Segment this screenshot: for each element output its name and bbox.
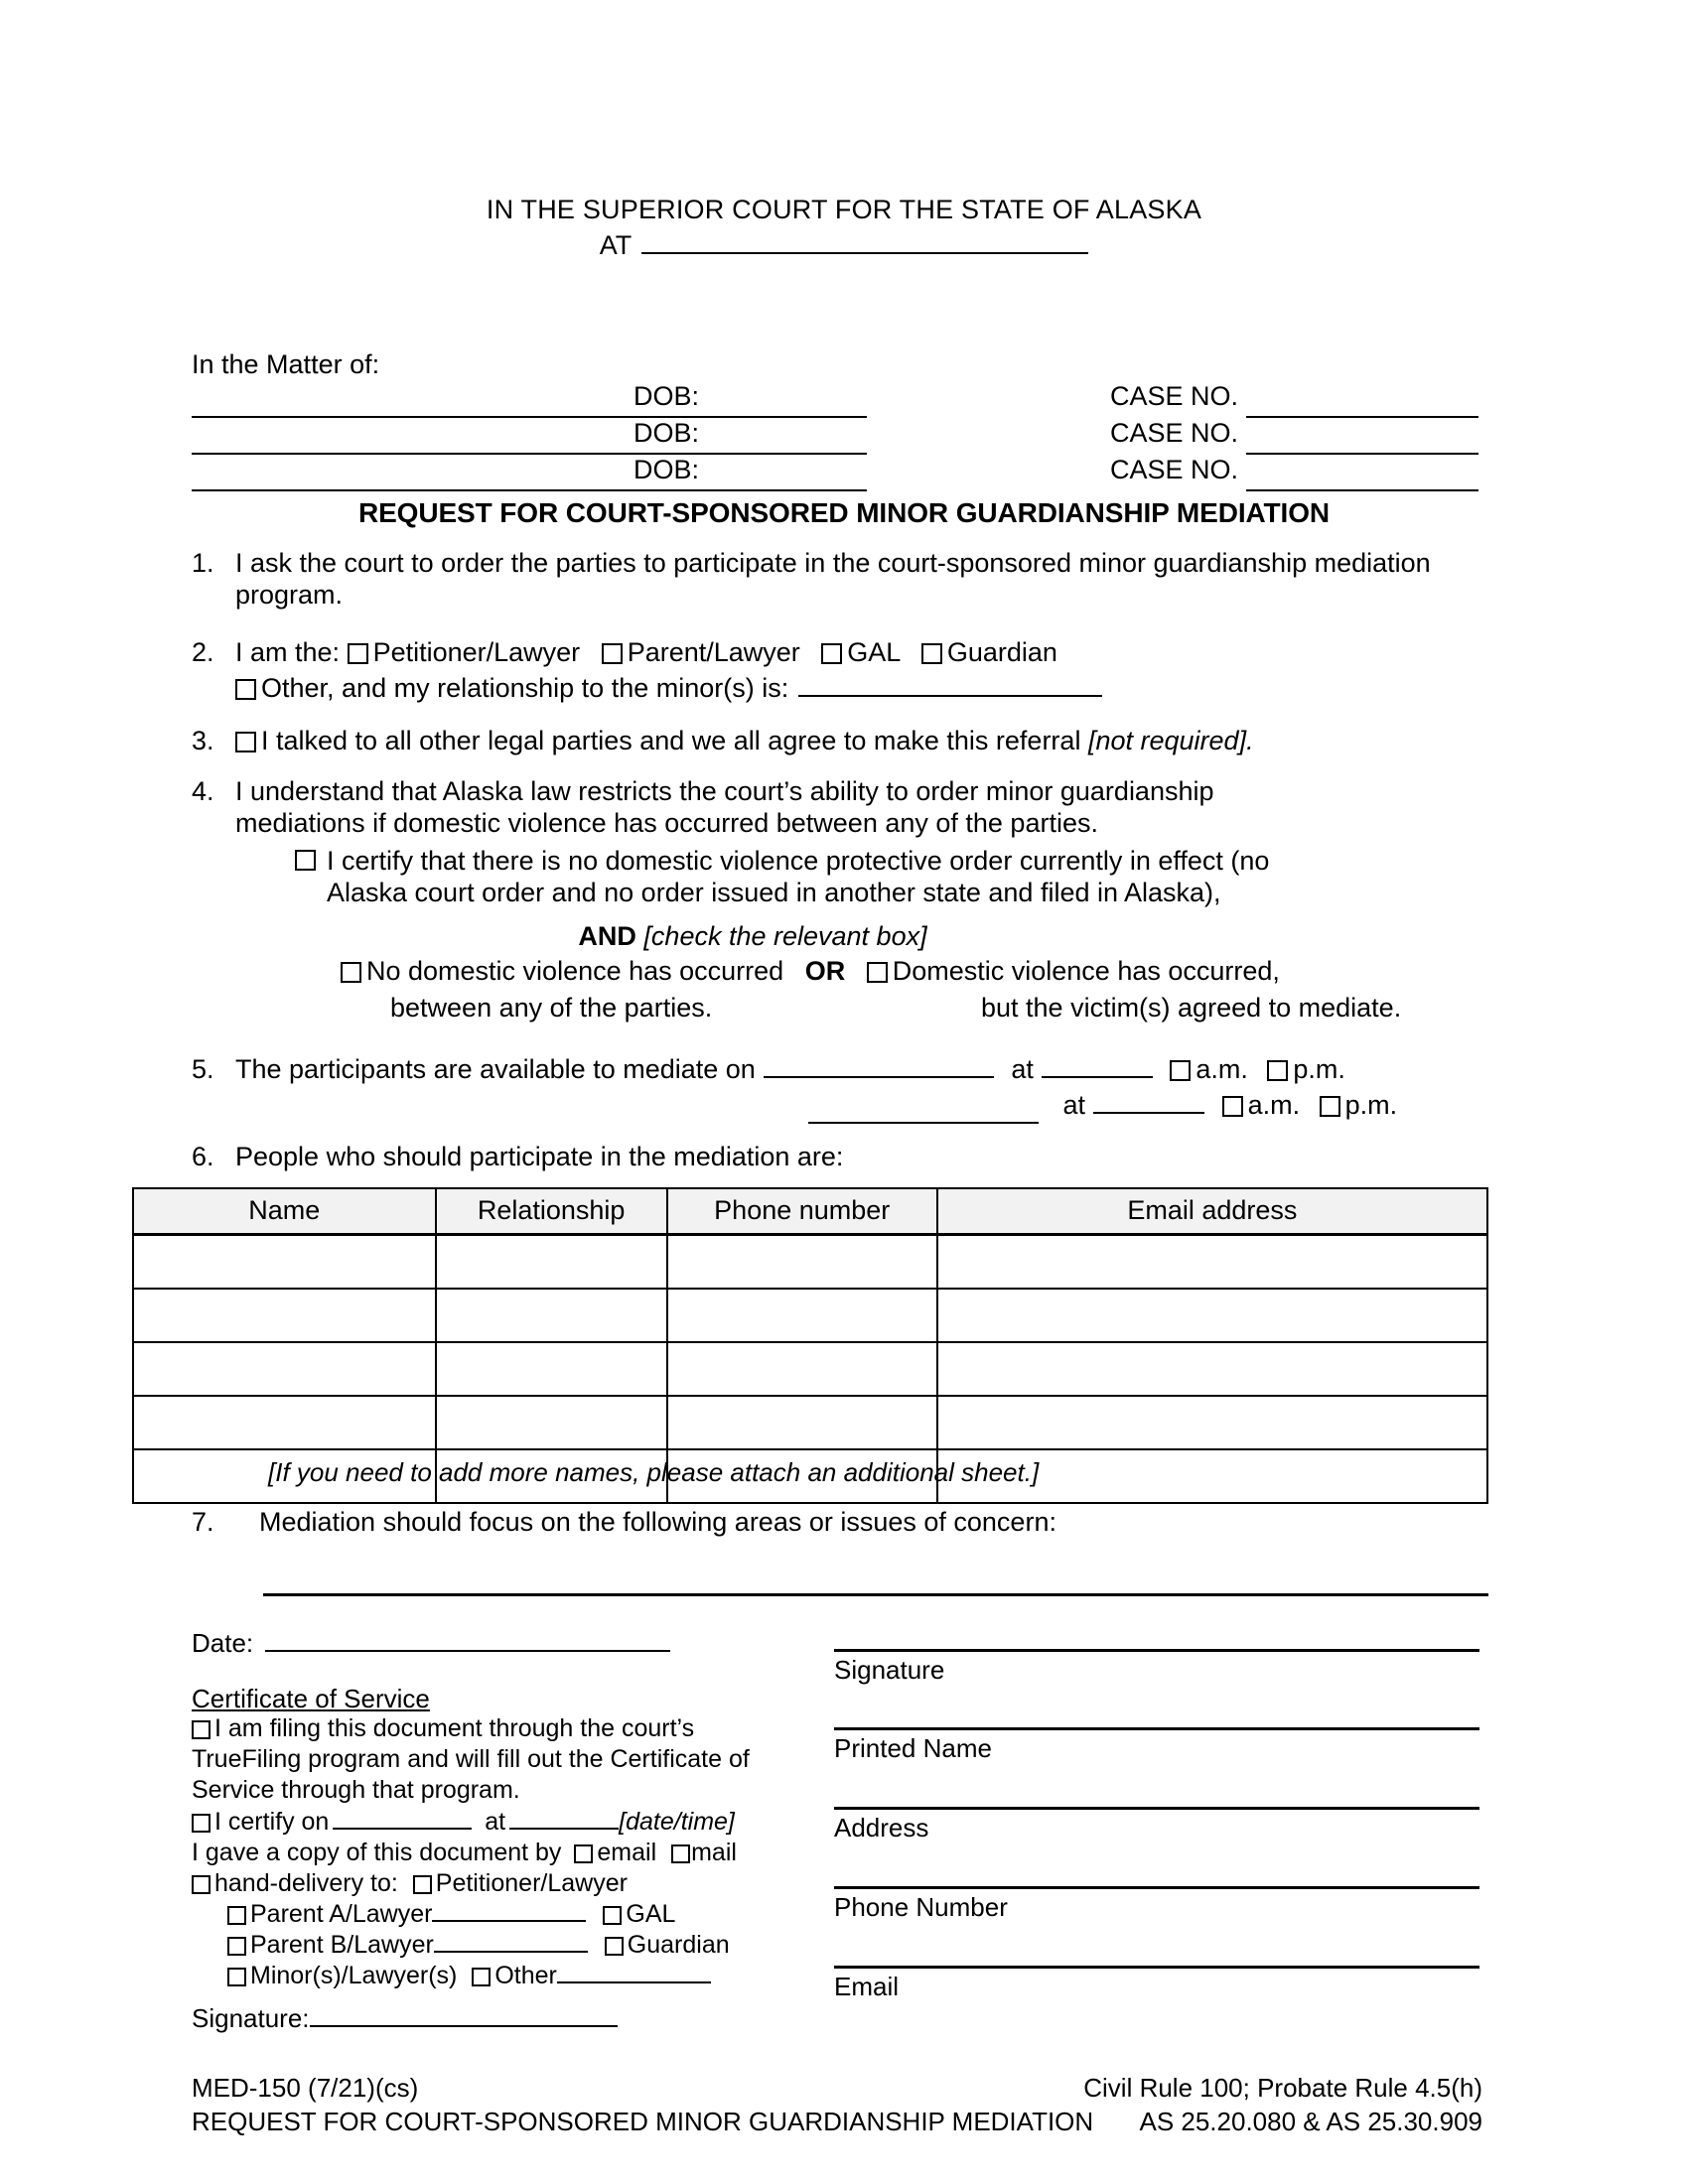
checkbox-am-1[interactable] <box>1170 1060 1191 1081</box>
column-header-phone-number: Phone number <box>667 1188 937 1235</box>
cos-minors-label: Minor(s)/Lawyer(s) <box>250 1962 458 1989</box>
item-3-number: 3. <box>192 726 214 755</box>
cos-signature-row <box>192 2003 618 2034</box>
cell-phone[interactable] <box>667 1235 937 1290</box>
column-header-email-address: Email address <box>937 1188 1487 1235</box>
footer <box>192 2073 1482 2140</box>
case-no-label: CASE NO. <box>1110 381 1239 411</box>
item-1-number: 1. <box>192 548 214 578</box>
footer-row-1 <box>192 2073 1482 2107</box>
phone-number-field <box>834 1886 1479 1923</box>
footer-row-2 <box>192 2107 1482 2140</box>
cos-parent-b-row <box>192 1930 807 1961</box>
item-4-number: 4. <box>192 776 214 806</box>
cos-date-time-note: [date/time] <box>619 1808 735 1836</box>
option-label-no-dv-occurred: No domestic violence has occurred <box>366 956 784 986</box>
item-4-dv-options-row <box>341 956 1280 988</box>
item-7 <box>192 1507 1492 1539</box>
option-label-gal: GAL <box>847 637 901 667</box>
option-label-petitioner-lawyer: Petitioner/Lawyer <box>372 637 581 667</box>
cell-name[interactable] <box>133 1289 436 1342</box>
cos-guardian-label: Guardian <box>627 1931 730 1959</box>
in-the-matter-of-label: In the Matter of: <box>192 349 380 379</box>
checkbox-served-guardian[interactable] <box>605 1937 624 1956</box>
cos-signature-blank[interactable] <box>310 2025 618 2027</box>
checkbox-gal[interactable] <box>821 643 842 664</box>
cos-minors-row <box>192 1961 807 1991</box>
cos-truefiling-line-1: I am filing this document through the court’s <box>214 1714 695 1742</box>
cos-time-blank[interactable] <box>509 1828 619 1830</box>
email-label: Email <box>834 1972 900 2001</box>
column-header-relationship: Relationship <box>436 1188 667 1235</box>
checkbox-guardian[interactable] <box>921 643 942 664</box>
option-label-other-relationship: Other, and my relationship to the minor(s) is: <box>261 672 789 703</box>
checkbox-parent-lawyer[interactable] <box>602 643 623 664</box>
checkbox-served-other[interactable] <box>472 1968 491 1986</box>
table-row <box>133 1342 1487 1396</box>
pm-label-1: p.m. <box>1293 1054 1345 1084</box>
item-3-body <box>235 726 1492 757</box>
served-other-blank[interactable] <box>557 1981 711 1983</box>
cell-phone[interactable] <box>667 1342 937 1396</box>
cell-phone[interactable] <box>667 1396 937 1449</box>
parent-b-name-blank[interactable] <box>434 1951 588 1953</box>
column-header-name: Name <box>133 1188 436 1235</box>
option-label-guardian: Guardian <box>946 637 1057 667</box>
mediation-time-blank-2[interactable] <box>1093 1112 1204 1114</box>
statute-citation: AS 25.20.080 & AS 25.30.909 <box>1139 2107 1482 2136</box>
item-4-and-row <box>192 921 1314 953</box>
address-field <box>834 1807 1479 1843</box>
court-header-line: IN THE SUPERIOR COURT FOR THE STATE OF ALASKA <box>486 195 1202 224</box>
cos-mail-label: mail <box>691 1839 737 1866</box>
item-3 <box>192 726 1492 757</box>
cos-other-label: Other <box>494 1962 557 1989</box>
caption-row <box>192 418 1478 455</box>
item-2-options-row <box>235 637 1482 669</box>
cos-truefiling-line-3-row: Service through that program. <box>192 1776 520 1804</box>
item-3-note: [not required]. <box>1087 726 1254 755</box>
attach-additional-sheet-note: [If you need to add more names, please attach an additional sheet.] <box>268 1457 1040 1487</box>
item-5 <box>192 1054 1492 1086</box>
cell-name[interactable] <box>133 1396 436 1449</box>
checkbox-am-2[interactable] <box>1222 1096 1243 1117</box>
cell-relationship[interactable] <box>436 1289 667 1342</box>
item-5-row-2 <box>1055 1090 1397 1122</box>
item-3-text: I talked to all other legal parties and we all agree to make this referral <box>261 726 1081 755</box>
item-7-answer-blank[interactable] <box>263 1593 1488 1596</box>
cell-email[interactable] <box>937 1396 1487 1449</box>
item-4-dv-subline-left: between any of the parties. <box>390 993 713 1023</box>
table-header-row <box>133 1188 1487 1235</box>
other-relationship-blank[interactable] <box>798 695 1102 697</box>
and-instruction-note: [check the relevant box] <box>643 921 927 951</box>
rule-citation: Civil Rule 100; Probate Rule 4.5(h) <box>1083 2073 1482 2103</box>
printed-name-field <box>834 1727 1479 1764</box>
item-6-number: 6. <box>192 1142 214 1171</box>
cos-petitioner-label: Petitioner/Lawyer <box>435 1869 628 1897</box>
date-blank[interactable] <box>265 1650 670 1652</box>
certificate-of-service-title: Certificate of Service <box>192 1684 430 1713</box>
checkbox-pm-2[interactable] <box>1320 1096 1340 1117</box>
cell-relationship[interactable] <box>436 1396 667 1449</box>
at-label-1: at <box>1011 1054 1034 1084</box>
table-row <box>133 1396 1487 1449</box>
checkbox-truefiling[interactable] <box>192 1720 211 1739</box>
item-4-dv-subline-right: but the victim(s) agreed to mediate. <box>981 993 1402 1023</box>
checkbox-no-protective-order[interactable] <box>295 850 316 871</box>
cell-name[interactable] <box>133 1235 436 1290</box>
cos-truefiling-line-2-row: TrueFiling program and will fill out the Certificate of <box>192 1745 750 1773</box>
item-4-certify-line-2: Alaska court order and no order issued in another state and filed in Alaska), <box>327 877 1221 907</box>
phone-number-label: Phone Number <box>834 1892 1008 1922</box>
and-label: AND <box>578 921 636 951</box>
checkbox-served-parent-b-lawyer[interactable] <box>227 1937 246 1956</box>
cell-name[interactable] <box>133 1342 436 1396</box>
item-4 <box>192 776 1343 840</box>
email-field <box>834 1966 1479 2002</box>
checkbox-served-petitioner-lawyer[interactable] <box>413 1875 432 1894</box>
cos-certify-row <box>192 1807 807 1838</box>
address-label: Address <box>834 1813 929 1843</box>
cos-email-label: email <box>597 1839 657 1866</box>
cell-phone[interactable] <box>667 1289 937 1342</box>
cos-signature-label: Signature: <box>192 2003 310 2033</box>
court-location-blank[interactable] <box>641 252 1088 254</box>
cos-gave-copy-row <box>192 1838 807 1868</box>
minor-name-blank[interactable] <box>192 489 867 491</box>
case-no-label: CASE NO. <box>1110 418 1239 448</box>
table-row <box>133 1235 1487 1290</box>
cos-gave-copy-text: I gave a copy of this document by <box>192 1839 562 1866</box>
signature-field <box>834 1649 1479 1686</box>
checkbox-talked-to-parties[interactable] <box>235 732 256 752</box>
item-5-number: 5. <box>192 1054 214 1084</box>
item-4-text: I understand that Alaska law restricts the court’s ability to order minor guardianship mediations if domestic violence has occurred between any of the parties. <box>235 776 1214 838</box>
footer-form-name: REQUEST FOR COURT-SPONSORED MINOR GUARDIANSHIP MEDIATION <box>192 2107 1094 2136</box>
item-7-text: Mediation should focus on the following areas or issues of concern: <box>259 1507 1056 1537</box>
checkbox-no-dv-occurred[interactable] <box>341 962 361 983</box>
mediation-date-blank-2[interactable] <box>808 1122 1039 1124</box>
option-label-dv-occurred: Domestic violence has occurred, <box>892 956 1280 986</box>
item-2-body <box>235 637 1482 705</box>
caption-row <box>192 455 1478 491</box>
dob-label: DOB: <box>633 455 700 484</box>
mediation-time-blank-1[interactable] <box>1042 1076 1153 1078</box>
case-no-label: CASE NO. <box>1110 455 1239 484</box>
at-label-2: at <box>1062 1090 1086 1120</box>
item-4-certify-row <box>295 846 1486 909</box>
cos-parent-a-row <box>192 1899 807 1930</box>
or-label: OR <box>804 956 846 986</box>
cos-parent-b-label: Parent B/Lawyer <box>250 1931 434 1959</box>
item-1 <box>192 548 1482 612</box>
checkbox-dv-occurred[interactable] <box>867 962 888 983</box>
cell-relationship[interactable] <box>436 1235 667 1290</box>
item-1-text: I ask the court to order the parties to participate in the court-sponsored minor guardianship mediation program. <box>235 548 1431 610</box>
cell-relationship[interactable] <box>436 1342 667 1396</box>
checkbox-served-minors-lawyers[interactable] <box>227 1968 246 1986</box>
mediation-date-blank-1[interactable] <box>764 1076 994 1078</box>
am-label-1: a.m. <box>1196 1054 1248 1084</box>
checkbox-petitioner-lawyer[interactable] <box>348 643 368 664</box>
checkbox-served-parent-a-lawyer[interactable] <box>227 1906 246 1925</box>
checkbox-other-relationship[interactable] <box>235 679 256 700</box>
item-7-number: 7. <box>192 1507 214 1537</box>
cell-email[interactable] <box>937 1342 1487 1396</box>
item-2-lead: I am the: <box>235 637 341 667</box>
cos-date-blank[interactable] <box>333 1828 472 1830</box>
pm-label-2: p.m. <box>1344 1090 1398 1120</box>
cos-truefiling-row <box>192 1713 807 1744</box>
checkbox-service-mail[interactable] <box>671 1844 690 1863</box>
date-label: Date: <box>192 1628 254 1658</box>
item-2-number: 2. <box>192 637 214 667</box>
cos-hand-label: hand-delivery to: <box>214 1869 398 1897</box>
cell-email[interactable] <box>937 1289 1487 1342</box>
certificate-of-service-block <box>192 1713 807 1991</box>
checkbox-hand-delivery[interactable] <box>192 1875 211 1894</box>
cos-certify-at: at <box>485 1808 506 1836</box>
printed-name-label: Printed Name <box>834 1733 992 1763</box>
at-label: AT <box>599 230 633 260</box>
item-5-row-1 <box>235 1054 1492 1086</box>
caption-row <box>192 381 1478 418</box>
cos-gal-label: GAL <box>626 1900 676 1928</box>
case-no-blank[interactable] <box>1246 489 1478 491</box>
cell-email[interactable] <box>937 1235 1487 1290</box>
checkbox-service-email[interactable] <box>574 1844 593 1863</box>
item-2 <box>192 637 1482 705</box>
item-5-text: The participants are available to mediate on <box>235 1054 756 1084</box>
signature-label: Signature <box>834 1655 945 1685</box>
court-location-row <box>0 230 1688 262</box>
dob-label: DOB: <box>633 381 700 411</box>
am-label-2: a.m. <box>1247 1090 1301 1120</box>
item-6 <box>192 1142 1492 1173</box>
item-2-other-row <box>235 673 1482 705</box>
form-number: MED-150 (7/21)(cs) <box>192 2073 419 2103</box>
parent-a-name-blank[interactable] <box>432 1920 586 1922</box>
date-row <box>192 1628 670 1659</box>
item-6-text: People who should participate in the mediation are: <box>235 1142 844 1171</box>
cos-certify-pre: I certify on <box>214 1808 330 1836</box>
cos-hand-delivery-row <box>192 1868 807 1899</box>
page-title: REQUEST FOR COURT-SPONSORED MINOR GUARDIANSHIP MEDIATION <box>357 497 1331 528</box>
dob-label: DOB: <box>633 418 700 448</box>
cos-parent-a-label: Parent A/Lawyer <box>250 1900 433 1928</box>
option-label-parent-lawyer: Parent/Lawyer <box>627 637 800 667</box>
table-row <box>133 1289 1487 1342</box>
checkbox-certify-service[interactable] <box>192 1814 211 1833</box>
item-4-certify-line-1: I certify that there is no domestic violence protective order currently in effect (no <box>327 846 1270 876</box>
checkbox-served-gal[interactable] <box>603 1906 622 1925</box>
checkbox-pm-1[interactable] <box>1267 1060 1288 1081</box>
